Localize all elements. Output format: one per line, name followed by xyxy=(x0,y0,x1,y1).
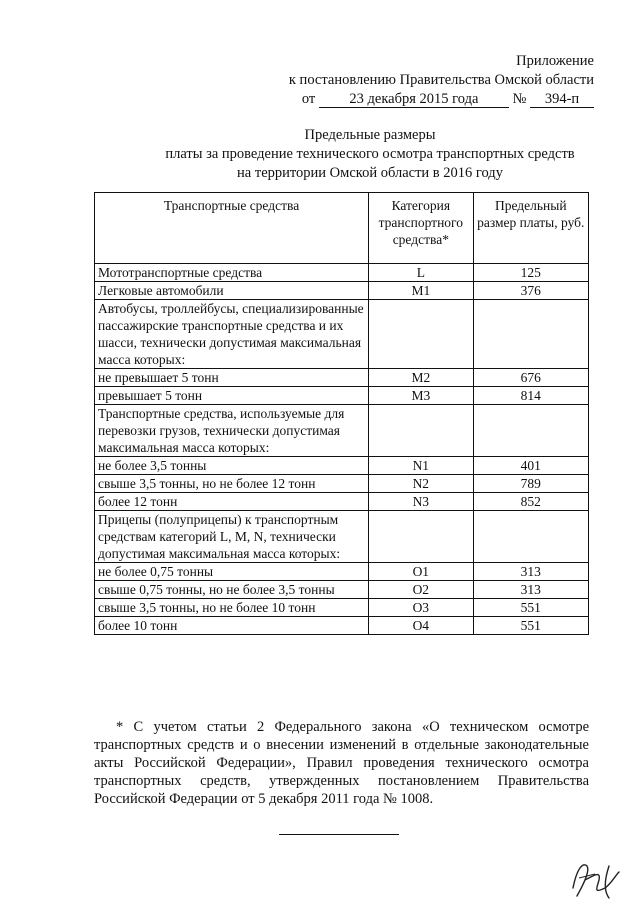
row-fee: 676 xyxy=(473,369,588,387)
row-category: L xyxy=(369,264,473,282)
row-category: N1 xyxy=(369,457,473,475)
row-category xyxy=(369,511,473,563)
row-vehicle-name: Прицепы (полуприцепы) к транспортным средствам категорий L, M, N, технически допустимая максимальная масса которых: xyxy=(95,511,369,563)
row-fee: 551 xyxy=(473,617,588,635)
row-fee: 125 xyxy=(473,264,588,282)
resolution-number: 394-п xyxy=(530,91,594,108)
table-row xyxy=(95,493,589,511)
table-row xyxy=(95,387,589,405)
row-fee: 789 xyxy=(473,475,588,493)
row-fee xyxy=(473,511,588,563)
row-vehicle-name: более 10 тонн xyxy=(95,617,369,635)
row-fee: 551 xyxy=(473,599,588,617)
table-row xyxy=(95,475,589,493)
row-vehicle-name: не более 0,75 тонны xyxy=(95,563,369,581)
row-vehicle-name: Автобусы, троллейбусы, специализированные пассажирские транспортные средства и их шасси, технически допустимая максимальная масса которых: xyxy=(95,300,369,369)
table-row xyxy=(95,369,589,387)
row-fee: 852 xyxy=(473,493,588,511)
row-category: O4 xyxy=(369,617,473,635)
row-category: O2 xyxy=(369,581,473,599)
document-title xyxy=(0,126,640,183)
title-line-3: на территории Омской области в 2016 году xyxy=(237,165,503,181)
row-category: M2 xyxy=(369,369,473,387)
row-fee: 313 xyxy=(473,581,588,599)
row-vehicle-name: свыше 3,5 тонны, но не более 10 тонн xyxy=(95,599,369,617)
row-fee: 814 xyxy=(473,387,588,405)
table-row xyxy=(95,599,589,617)
row-category xyxy=(369,300,473,369)
table-row xyxy=(95,617,589,635)
appendix-label: Приложение xyxy=(516,53,594,69)
row-fee xyxy=(473,300,588,369)
from-label: от xyxy=(301,91,316,107)
row-vehicle-name: более 12 тонн xyxy=(95,493,369,511)
row-category: M1 xyxy=(369,282,473,300)
row-vehicle-name: Мототранспортные средства xyxy=(95,264,369,282)
row-category xyxy=(369,405,473,457)
row-fee: 376 xyxy=(473,282,588,300)
table-row xyxy=(95,457,589,475)
header-fee: Предельный размер платы, руб. xyxy=(473,193,588,264)
table-row xyxy=(95,581,589,599)
row-fee xyxy=(473,405,588,457)
table-row xyxy=(95,405,589,457)
number-label: № xyxy=(512,91,527,107)
row-fee: 313 xyxy=(473,563,588,581)
title-line-2: платы за проведение технического осмотра транспортных средств xyxy=(165,146,575,162)
row-category: M3 xyxy=(369,387,473,405)
row-vehicle-name: Легковые автомобили xyxy=(95,282,369,300)
row-fee: 401 xyxy=(473,457,588,475)
row-category: O1 xyxy=(369,563,473,581)
handwritten-signature-icon xyxy=(565,858,625,900)
footnote: * С учетом статьи 2 Федерального закона «О техническом осмотре транспортных средств и о внесении изменений в отдельные законодательные акты Российской Федерации», Правил проведения технического осмотра транспортных средств, утвержденных постановлением Правительства Российской Федерации от 5 декабря 2011 года № 1008. xyxy=(94,719,589,807)
row-category: N3 xyxy=(369,493,473,511)
resolution-reference: к постановлению Правительства Омской области xyxy=(288,72,594,88)
resolution-date: 23 декабря 2015 года xyxy=(319,91,509,108)
table-row xyxy=(95,264,589,282)
table-row xyxy=(95,563,589,581)
row-vehicle-name: не более 3,5 тонны xyxy=(95,457,369,475)
header-category: Категория транспортного средства* xyxy=(369,193,473,264)
row-vehicle-name: Транспортные средства, используемые для перевозки грузов, технически допустимая максимальная масса которых: xyxy=(95,405,369,457)
title-line-1: Предельные размеры xyxy=(304,127,436,143)
header-vehicles: Транспортные средства xyxy=(95,193,369,264)
appendix-header xyxy=(289,52,594,109)
row-vehicle-name: свыше 3,5 тонны, но не более 12 тонн xyxy=(95,475,369,493)
row-category: N2 xyxy=(369,475,473,493)
row-vehicle-name: свыше 0,75 тонны, но не более 3,5 тонны xyxy=(95,581,369,599)
table-body xyxy=(95,264,589,635)
table-header-row xyxy=(95,193,589,264)
fee-table xyxy=(94,192,589,635)
row-category: O3 xyxy=(369,599,473,617)
table-row xyxy=(95,282,589,300)
row-vehicle-name: превышает 5 тонн xyxy=(95,387,369,405)
table-row xyxy=(95,300,589,369)
row-vehicle-name: не превышает 5 тонн xyxy=(95,369,369,387)
table-row xyxy=(95,511,589,563)
resolution-date-line xyxy=(289,90,594,109)
separator-line xyxy=(279,834,399,835)
